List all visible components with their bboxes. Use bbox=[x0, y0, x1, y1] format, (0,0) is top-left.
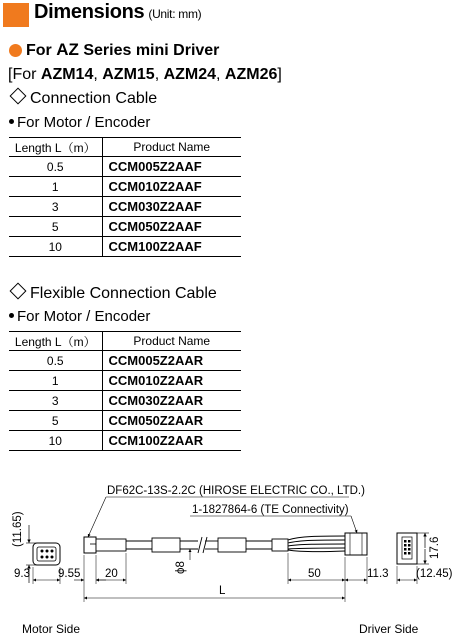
section-heading-flexible-cable: Flexible Connection Cable bbox=[8, 285, 217, 303]
diamond-icon bbox=[10, 88, 27, 105]
column-header-product: Product Name bbox=[102, 138, 241, 157]
motor-connector-side-view bbox=[84, 537, 126, 553]
bullet-icon bbox=[9, 119, 14, 124]
connector-label-motor: DF62C-13S-2.2C (HIROSE ELECTRIC CO., LTD.) bbox=[107, 485, 365, 497]
column-header-product: Product Name bbox=[102, 332, 241, 351]
driver-connector-side-view bbox=[345, 533, 367, 555]
compatible-models: [For AZM14, AZM15, AZM24, AZM26] bbox=[8, 66, 282, 83]
connector-label-driver: 1-1827864-6 (TE Connectivity) bbox=[192, 504, 349, 516]
dim-9-3: 9.3 bbox=[14, 568, 30, 580]
dim-L: L bbox=[219, 585, 226, 597]
table-header-row bbox=[9, 332, 241, 351]
section-subheading: For Motor / Encoder bbox=[8, 308, 150, 325]
table-row: 3 CCM030Z2AAR bbox=[9, 391, 241, 411]
column-header-length: Length L（m） bbox=[9, 332, 102, 351]
table-row: 0.5 CCM005Z2AAR bbox=[9, 351, 241, 371]
motor-side-label: Motor Side bbox=[22, 622, 81, 636]
page-title: Dimensions (Unit: mm) bbox=[34, 1, 202, 23]
table-row: 10 CCM100Z2AAF bbox=[9, 237, 241, 257]
series-bullet-circle bbox=[9, 44, 22, 57]
dim-11-65: (11.65) bbox=[12, 511, 24, 547]
dim-50: 50 bbox=[308, 568, 321, 580]
driver-connector-end-view bbox=[397, 533, 417, 564]
table-row: 5 CCM050Z2AAR bbox=[9, 411, 241, 431]
column-header-length: Length L（m） bbox=[9, 138, 102, 157]
unit-note: (Unit: mm) bbox=[148, 7, 202, 21]
section-subheading: For Motor / Encoder bbox=[8, 114, 150, 131]
table-row: 5 CCM050Z2AAF bbox=[9, 217, 241, 237]
table-row: 1 CCM010Z2AAR bbox=[9, 371, 241, 391]
driver-side-label: Driver Side bbox=[359, 622, 419, 636]
table-row: 10 CCM100Z2AAR bbox=[9, 431, 241, 451]
table-row: 1 CCM010Z2AAF bbox=[9, 177, 241, 197]
cable-dimension-drawing bbox=[0, 470, 458, 620]
flexible-cable-table bbox=[9, 331, 241, 451]
motor-connector-end-view bbox=[33, 543, 60, 565]
connection-cable-table bbox=[9, 137, 241, 257]
table-row: 3 CCM030Z2AAF bbox=[9, 197, 241, 217]
table-row: 0.5 CCM005Z2AAF bbox=[9, 157, 241, 177]
section-heading-connection-cable: Connection Cable bbox=[8, 90, 157, 108]
dim-20: 20 bbox=[105, 568, 118, 580]
section-marker-square bbox=[3, 3, 29, 27]
series-heading: For AZ Series mini Driver bbox=[26, 40, 220, 59]
dim-phi8: ϕ8 bbox=[175, 561, 187, 574]
dim-11-3: 11.3 bbox=[367, 568, 389, 580]
dim-17-6: 17.6 bbox=[429, 536, 441, 559]
bullet-icon bbox=[9, 313, 14, 318]
dim-12-45: (12.45) bbox=[416, 568, 453, 580]
diamond-icon bbox=[10, 283, 27, 300]
dim-9-55: 9.55 bbox=[58, 568, 81, 580]
table-header-row bbox=[9, 138, 241, 157]
cable-body bbox=[126, 536, 345, 553]
